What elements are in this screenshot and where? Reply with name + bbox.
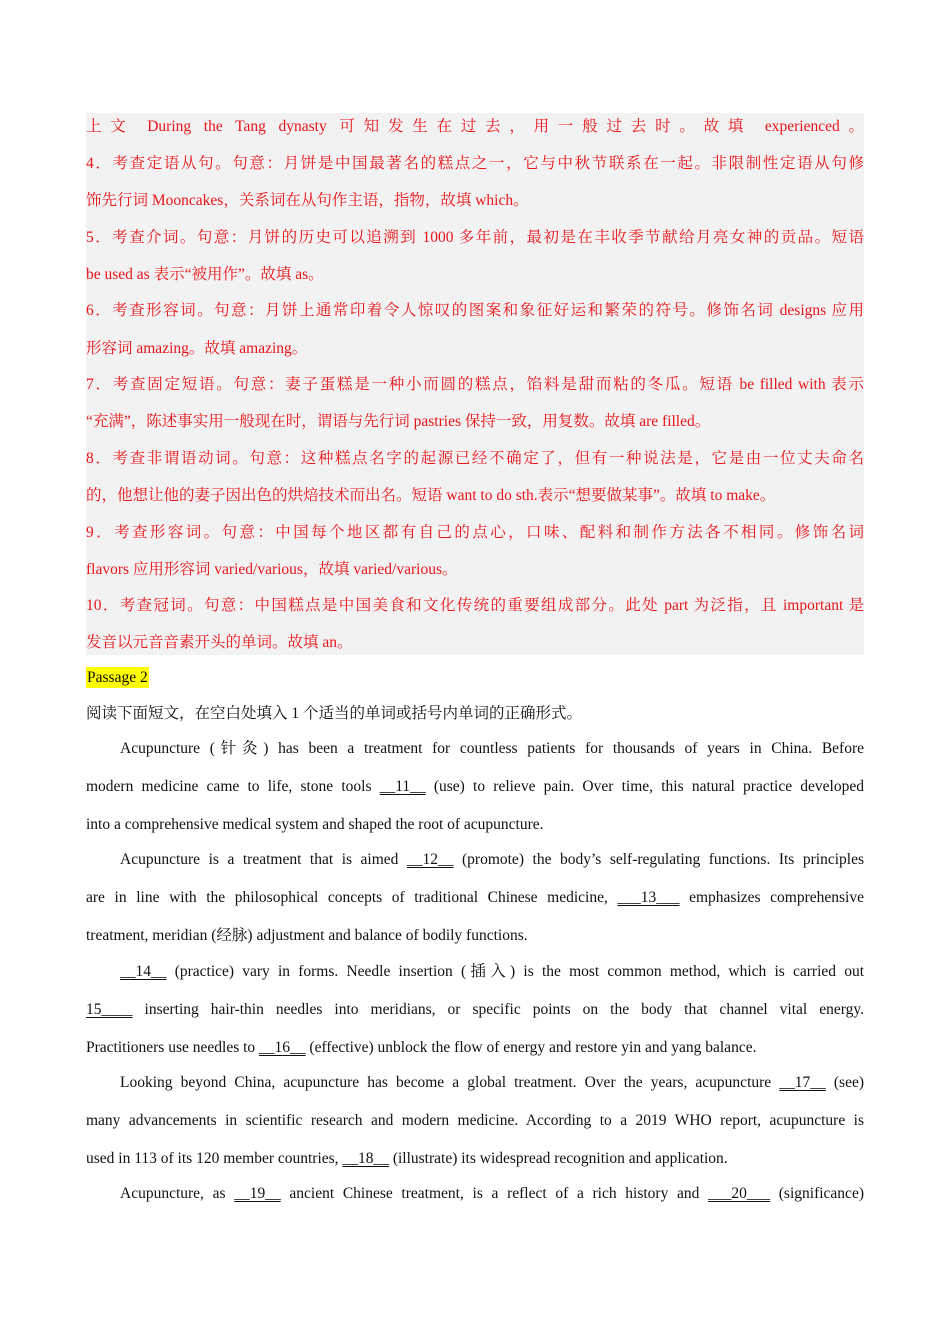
text-run: (illustrate) its widespread recognition and application. [388,1150,728,1167]
paragraph-line [86,1038,864,1058]
blank-19: __19__ [234,1185,281,1202]
answer-line: 9．考查形容词。句意：中国每个地区都有自己的点心，口味、配料和制作方法各不相同。修饰名词 [86,524,864,541]
instruction-text: 阅读下面短文，在空白处填入 1 个适当的单词或括号内单词的正确形式。 [86,705,583,722]
text-run: (significance) [770,1185,864,1202]
text-run: are in line with the philosophical concepts of traditional Chinese medicine, [86,889,618,906]
answer-line: flavors 应用形容词 varied/various，故填 varied/various。 [86,561,458,578]
paragraph-line: many advancements in scientific research and modern medicine. According to a 2019 WHO report, acupuncture is [86,1112,864,1129]
answer-line: 4．考查定语从句。句意：月饼是中国最著名的糕点之一，它与中秋节联系在一起。非限制性定语从句修 [86,155,864,172]
answer-line: 上文 During the Tang dynasty 可知发生在过去，用一般过去时。故填 experienced。 [86,118,864,135]
text-run: Acupuncture is a treatment that is aimed [120,851,407,868]
text-run: emphasizes comprehensive [679,889,864,906]
answer-line: 10．考查冠词。句意：中国糕点是中国美食和文化传统的重要组成部分。此处 part 为泛指，且 important 是 [86,597,864,614]
paragraph-line: into a comprehensive medical system and shaped the root of acupuncture. [86,816,544,833]
answer-line: 饰先行词 Mooncakes，关系词在从句作主语，指物，故填 which。 [86,192,529,209]
paragraph-line [120,962,864,982]
text-run: ancient Chinese treatment, is a reflect of a rich history and [280,1185,709,1202]
text-run: (practice) vary in forms. Needle insertion (插入) is the most common method, which is carried out [166,963,864,980]
text-run: modern medicine came to life, stone tools [86,778,380,795]
answer-line: 形容词 amazing。故填 amazing。 [86,340,308,357]
answer-line: 5．考查介词。句意：月饼的历史可以追溯到 1000 多年前，最初是在丰收季节献给月亮女神的贡品。短语 [86,229,864,246]
text-run: Acupuncture, as [120,1185,235,1202]
blank-13: ___13___ [617,889,680,906]
blank-12: __12__ [406,851,454,868]
paragraph-line: treatment, meridian (经脉) adjustment and balance of bodily functions. [86,927,528,944]
text-run: (see) [825,1074,865,1091]
blank-17: __17__ [779,1074,826,1091]
blank-14: __14__ [120,963,167,980]
paragraph-line [86,777,864,797]
text-run: (effective) unblock the flow of energy and restore yin and yang balance. [305,1039,757,1056]
paragraph-line: Acupuncture (针灸) has been a treatment for countless patients for thousands of years in China. Before [120,740,864,757]
text-run: Practitioners use needles to [86,1039,260,1056]
text-run: (use) to relieve pain. Over time, this natural practice developed [425,778,864,795]
answer-line: “充满”，陈述事实用一般现在时，谓语与先行词 pastries 保持一致，用复数。故填 are filled。 [86,413,711,430]
text-run: Looking beyond China, acupuncture has become a global treatment. Over the years, acupuncture [120,1074,780,1091]
blank-20: ___20___ [708,1185,771,1202]
answer-explanations [86,113,864,655]
paragraph-line [120,1184,864,1204]
blank-18: __18__ [342,1150,389,1167]
answer-line: 8．考查非谓语动词。句意：这种糕点名字的起源已经不确定了，但有一种说法是，它是由一位丈夫命名 [86,450,864,467]
blank-16: __16__ [259,1039,306,1056]
answer-line: 发音以元音音素开头的单词。故填 an。 [86,634,353,651]
answer-line: 6．考查形容词。句意：月饼上通常印着令人惊叹的图案和象征好运和繁荣的符号。修饰名词 designs 应用 [86,302,864,319]
blank-11: __11__ [379,778,426,795]
answer-line: be used as 表示“被用作”。故填 as。 [86,266,324,283]
paragraph-line [86,1149,864,1169]
text-run: used in 113 of its 120 member countries, [86,1150,343,1167]
paragraph-line [86,1000,864,1020]
passage-label: Passage 2 [87,669,148,686]
paragraph-line [86,888,864,908]
answer-line: 7．考查固定短语。句意：妻子蛋糕是一种小而圆的糕点，馅料是甜而粘的冬瓜。短语 be filled with 表示 [86,376,864,393]
blank-15: 15____ [86,1001,133,1018]
paragraph-line [120,850,864,870]
paragraph-line [120,1073,864,1093]
answer-line: 的，他想让他的妻子因出色的烘焙技术而出名。短语 want to do sth.表示“想要做某事”。故填 to make。 [86,487,776,504]
text-run: inserting hair-thin needles into meridians, or specific points on the body that channel vital energy. [132,1001,864,1018]
text-run: (promote) the body’s self-regulating functions. Its principles [453,851,864,868]
